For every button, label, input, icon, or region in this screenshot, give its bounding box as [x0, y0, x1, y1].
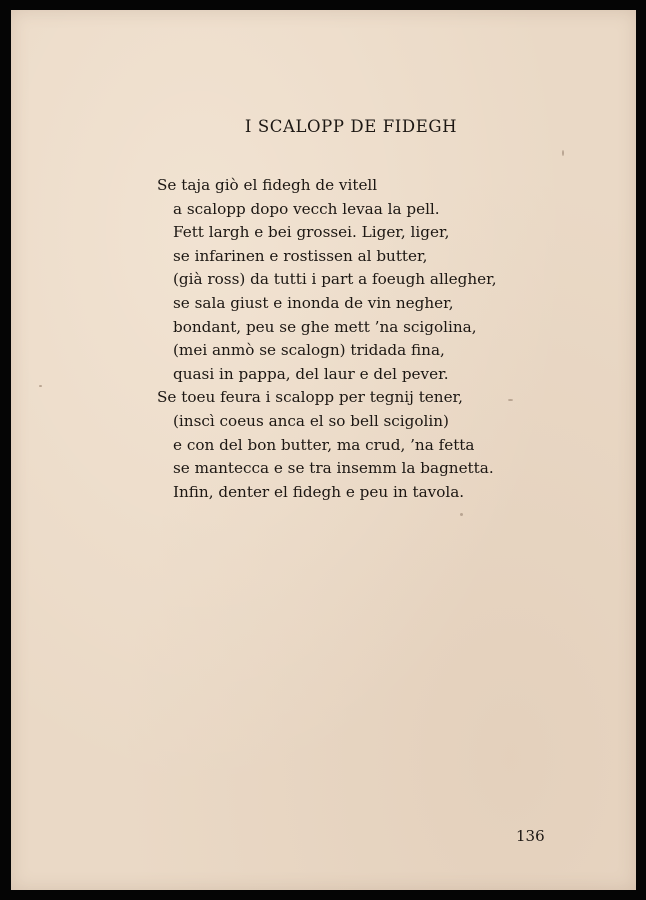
poem-line: Fett largh e bei grossei. Liger, liger, [173, 223, 450, 242]
poem-line: (mei anmò se scalogn) tridada fina, [173, 341, 445, 360]
page-number: 136 [516, 827, 545, 845]
poem-line: Se toeu feura i scalopp per tegnij tener, [157, 388, 463, 407]
poem-line: (inscì coeus anca el so bell scigolin) [173, 411, 449, 430]
paper-speck [460, 513, 463, 516]
paper-speck [508, 399, 513, 401]
paper-speck [562, 150, 564, 156]
poem-line: se mantecca e se tra insemm la bagnetta. [173, 459, 494, 478]
poem-line: se infarinen e rostissen al butter, [173, 246, 428, 265]
poem-line: se sala giust e inonda de vin negher, [173, 293, 454, 312]
poem-line: (già ross) da tutti i part a foeugh allegher, [173, 270, 497, 289]
poem-title: I SCALOPP DE FIDEGH [244, 117, 458, 136]
paper-speck [39, 385, 42, 387]
poem-body [157, 174, 497, 504]
poem-line: bondant, peu se ghe mett ’na scigolina, [173, 317, 477, 336]
poem-line: Se taja giò el fidegh de vitell [157, 176, 378, 194]
poem-line: quasi in pappa, del laur e del pever. [173, 364, 449, 383]
poem-line: Infin, denter el fidegh e peu in tavola. [173, 482, 465, 501]
book-page [11, 10, 636, 890]
poem-line: e con del bon butter, ma crud, ’na fetta [173, 435, 475, 454]
poem-line: a scalopp dopo vecch levaa la pell. [173, 199, 440, 218]
